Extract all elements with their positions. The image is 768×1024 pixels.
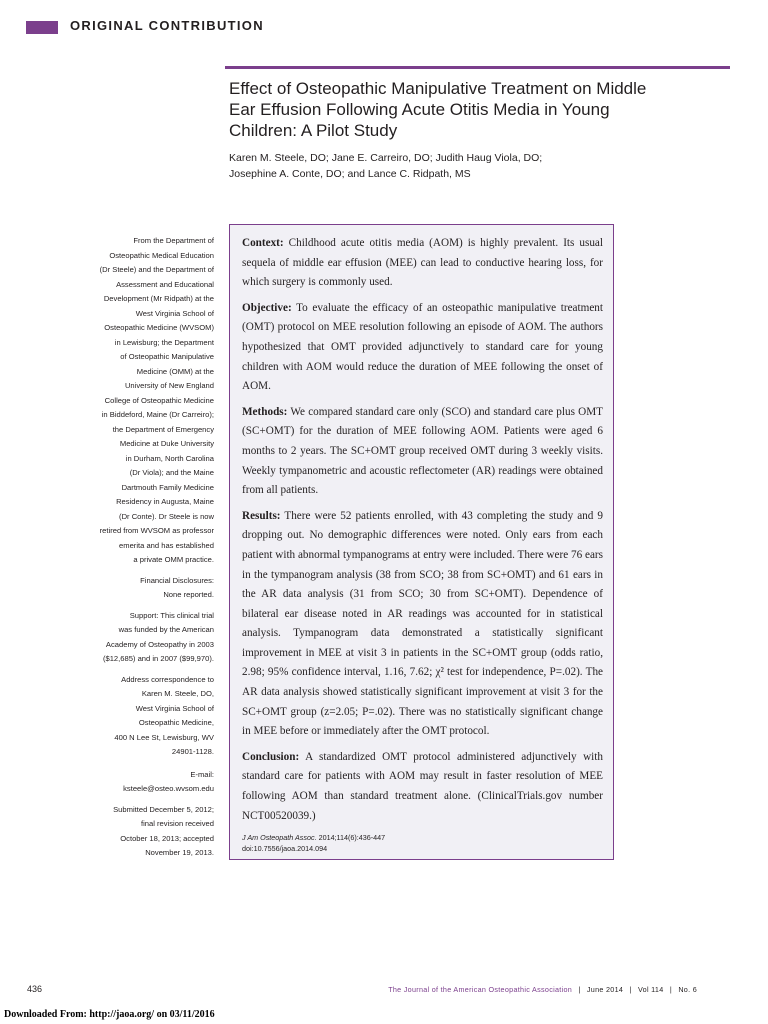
affiliation-line: a private OMM practice.	[133, 555, 214, 564]
email-link[interactable]: ksteele@osteo.wvsom.edu	[123, 784, 214, 793]
abstract-box	[229, 224, 614, 860]
submission-line: October 18, 2013; accepted	[120, 833, 214, 843]
submission-dates	[92, 803, 214, 861]
affiliation-line: Dartmouth Family Medicine	[121, 482, 214, 492]
affiliation-line: in Durham, North Carolina	[125, 453, 214, 463]
abstract-objective	[242, 299, 603, 397]
abstract-context	[242, 234, 603, 293]
issue-date: June 2014	[586, 985, 624, 994]
conclusion-label: Conclusion:	[242, 750, 300, 763]
page-number: 436	[27, 984, 43, 994]
affiliation-line: Medicine (OMM) at the	[136, 366, 214, 376]
footer-separator: |	[578, 985, 581, 994]
volume-number: Vol 114	[637, 985, 664, 994]
disclosure-line: None reported.	[163, 590, 214, 599]
affiliation-line: (Dr Viola); and the Maine	[129, 468, 214, 477]
author-line: Karen M. Steele, DO; Jane E. Carreiro, DO; Judith Haug Viola, DO;	[229, 152, 543, 164]
affiliation-line: West Virginia School of	[135, 308, 214, 318]
affiliation-line: Assessment and Educational	[116, 279, 214, 289]
affiliation-line: Osteopathic Medicine (WVSOM)	[104, 323, 214, 332]
affiliation-line: Development (Mr Ridpath) at the	[103, 294, 214, 303]
support-line: Support: This clinical trial	[129, 610, 214, 620]
affiliation-line: in Lewisburg; the Department	[114, 337, 214, 347]
affiliation-line: College of Osteopathic Medicine	[104, 395, 214, 405]
conclusion-text: A standardized OMT protocol administered adjunctively with standard care for patients with AOM may result in faster resolution of MEE following AOM than standard treatment alone. (ClinicalTrials.gov number NCT00520039.)	[242, 750, 603, 822]
submission-line: November 19, 2013.	[145, 848, 214, 857]
affiliation-line: of Osteopathic Manipulative	[120, 352, 214, 361]
affiliation-line: (Dr Steele) and the Department of	[99, 265, 214, 274]
address-line: West Virginia School of	[135, 703, 214, 713]
section-label: ORIGINAL CONTRIBUTION	[70, 18, 264, 33]
affiliation-note	[92, 234, 214, 568]
abstract-methods	[242, 403, 603, 501]
affiliation-line: Residency in Augusta, Maine	[116, 497, 214, 506]
affiliation-line: Medicine at Duke University	[119, 439, 214, 448]
affiliation-line: University of New England	[124, 381, 214, 390]
financial-disclosures	[92, 574, 214, 603]
address-line: Osteopathic Medicine,	[138, 718, 214, 727]
methods-label: Methods:	[242, 405, 288, 418]
submission-line: Submitted December 5, 2012;	[113, 804, 214, 814]
journal-name: The Journal of the American Osteopathic Association	[388, 985, 573, 994]
results-label: Results:	[242, 509, 281, 522]
results-text: There were 52 patients enrolled, with 43 completing the study and 9 dropping out. No demographic differences were noted. Only ears from each patient with abnormal tympanograms at entry were included. There were 76 ears in the tympanogram analysis (38 from SCO; 38 from SC+OMT) and 61 ears in the AR data analysis (31 from SCO; 30 from SC+OMT). Dependence of bilateral ear disease noted in AR readings was accounted for in statistical analysis. Tympanogram data demonstrated a statistically significant improvement in MEE at visit 3 in patients in the SC+OMT group (odds ratio, 2.98; 95% confidence interval, 1.16, 7.62; χ² test for independence, P=.02). The AR data analysis showed statistically significant improvement at visit 3 for the SC+OMT group (z=2.05; P=.02). There was no statistically significant change in MEE before or immediately after the OMT protocol.	[242, 509, 603, 738]
objective-label: Objective:	[242, 301, 292, 314]
affiliation-line: in Biddeford, Maine (Dr Carreiro);	[101, 410, 214, 419]
funding-support	[92, 609, 214, 667]
correspondence-address	[92, 673, 214, 760]
footer-separator: |	[629, 985, 632, 994]
section-color-bar	[26, 21, 58, 34]
issue-number: No. 6	[678, 985, 697, 994]
journal-footer	[388, 985, 697, 994]
article-sidebar	[92, 234, 214, 861]
affiliation-line: From the Department of	[133, 236, 214, 245]
title-rule	[225, 66, 730, 69]
download-note: Downloaded From: http://jaoa.org/ on 03/11/2016	[4, 1009, 215, 1020]
affiliation-line: Osteopathic Medical Education	[109, 250, 214, 260]
disclosure-line: Financial Disclosures:	[140, 575, 214, 585]
support-line: was funded by the American	[118, 625, 214, 634]
citation-line	[242, 832, 603, 843]
support-line: Academy of Osteopathy in 2003	[105, 639, 214, 649]
footer-separator: |	[669, 985, 672, 994]
author-line: Josephine A. Conte, DO; and Lance C. Ridpath, MS	[229, 168, 471, 180]
address-line: 400 N Lee St, Lewisburg, WV	[114, 732, 214, 742]
citation-journal: J Am Osteopath Assoc.	[242, 833, 317, 843]
submission-line: final revision received	[140, 819, 214, 828]
doi-link[interactable]: doi:10.7556/jaoa.2014.094	[242, 844, 328, 854]
address-line: 24901-1128.	[171, 747, 214, 756]
abstract-results	[242, 507, 603, 742]
context-text: Childhood acute otitis media (AOM) is highly prevalent. Its usual sequela of middle ear effusion (MEE) can lead to conductive hearing loss, for which surgery is commonly used.	[242, 237, 603, 289]
email-label: E-mail:	[190, 769, 214, 779]
affiliation-line: (Dr Conte). Dr Steele is now	[119, 511, 214, 521]
objective-text: To evaluate the efficacy of an osteopathic manipulative treatment (OMT) protocol on MEE resolution following an episode of AOM. The authors hypothesized that OMT provided adjunctively to standard care for young children with AOM would reduce the duration of MEE following the onset of AOM.	[242, 301, 603, 393]
affiliation-line: emerita and has established	[119, 540, 214, 550]
affiliation-line: the Department of Emergency	[112, 424, 214, 434]
affiliation-line: retired from WVSOM as professor	[99, 526, 214, 535]
support-line: ($12,685) and in 2007 ($99,970).	[102, 654, 214, 663]
citation	[242, 832, 603, 854]
address-line: Address correspondence to	[121, 674, 214, 684]
address-line: Karen M. Steele, DO,	[141, 689, 214, 698]
author-list	[229, 150, 649, 182]
context-label: Context:	[242, 237, 284, 249]
methods-text: We compared standard care only (SCO) and standard care plus OMT (SC+OMT) for the duration of MEE following AOM. Patients were aged 6 months to 2 years. The SC+OMT group received OMT during 3 weekly visits. Weekly tympanometric and acoustic reflectometer (AR) readings were obtained from all patients.	[242, 405, 603, 497]
abstract-conclusion	[242, 748, 603, 826]
citation-details: 2014;114(6):436-447	[316, 833, 386, 843]
article-title: Effect of Osteopathic Manipulative Treatment on Middle Ear Effusion Following Acute Otitis Media in Young Children: A Pilot Study	[229, 79, 647, 140]
